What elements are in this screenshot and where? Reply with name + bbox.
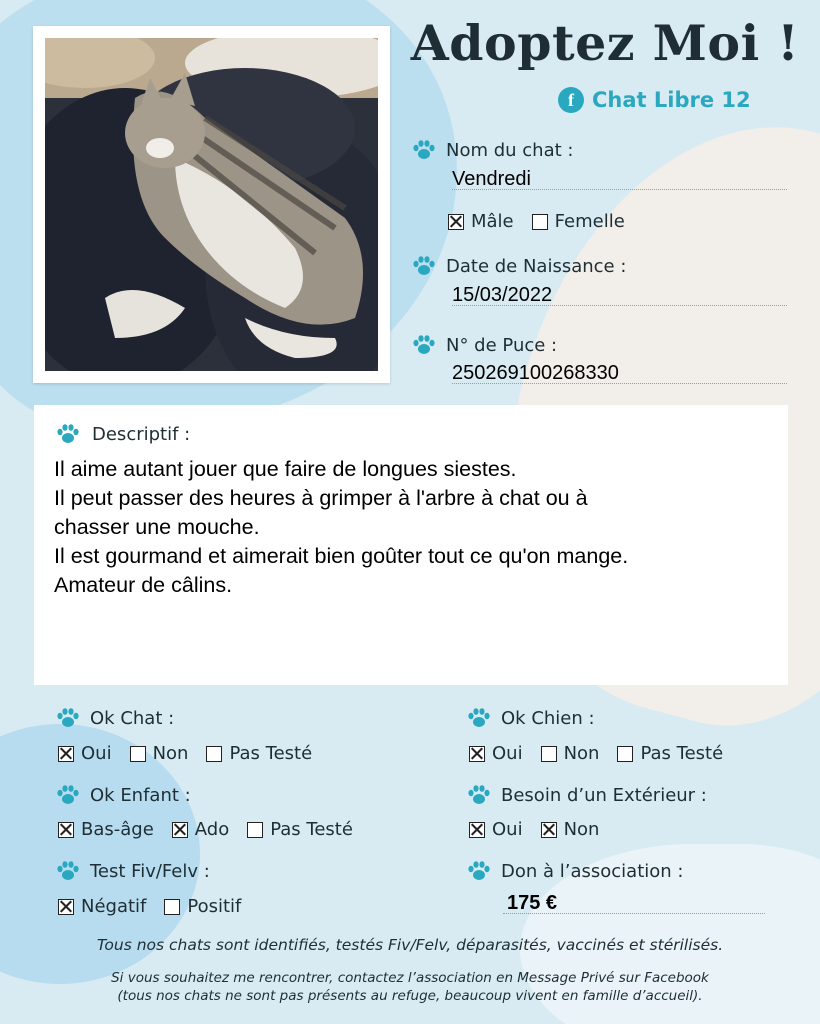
sex-options — [448, 211, 635, 232]
checkbox-unchecked[interactable] — [541, 746, 557, 762]
footer-contact-line: Si vous souhaitez me rencontrer, contactez l’association en Message Privé sur Facebook — [111, 970, 709, 986]
ok-chien-options — [469, 743, 733, 764]
ok-chien-label: Ok Chien : — [467, 707, 595, 729]
chip-underline — [452, 383, 787, 384]
ok-chien-pas-teste[interactable]: Pas Testé — [617, 743, 723, 764]
chip-value: 250269100268330 — [452, 362, 619, 384]
checkbox-checked[interactable] — [172, 822, 188, 838]
paw-icon — [56, 784, 80, 806]
checkbox-unchecked[interactable] — [130, 746, 146, 762]
birth-date-value: 15/03/2022 — [452, 284, 553, 306]
checkbox-unchecked[interactable] — [617, 746, 633, 762]
paw-icon — [56, 707, 80, 729]
fiv-felv-label: Test Fiv/Felv : — [56, 860, 210, 882]
ok-chat-options — [58, 743, 322, 764]
page-title: Adoptez Moi ! — [410, 14, 800, 72]
footer-contact-line: (tous nos chats ne sont pas présents au refuge, beaucoup vivent en famille d’accueil). — [117, 988, 703, 1004]
checkbox-checked[interactable] — [58, 822, 74, 838]
footer-info: Tous nos chats sont identifiés, testés Fiv/Felv, déparasités, vaccinés et stérilisés. — [96, 936, 724, 954]
ok-enfant-label: Ok Enfant : — [56, 784, 191, 806]
exterieur-non[interactable]: Non — [541, 819, 600, 840]
sex-option-female[interactable]: Femelle — [532, 211, 625, 232]
ok-enfant-ado[interactable]: Ado — [172, 819, 229, 840]
birth-date-underline — [452, 305, 787, 306]
ok-chat-pas-teste[interactable]: Pas Testé — [206, 743, 312, 764]
description-line: Amateur de câlins. — [54, 573, 233, 597]
checkbox-checked[interactable] — [58, 899, 74, 915]
birth-date-label: Date de Naissance : — [412, 255, 626, 277]
paw-icon — [412, 139, 436, 161]
facebook-link[interactable] — [558, 86, 751, 114]
ok-enfant-bas-age[interactable]: Bas-âge — [58, 819, 154, 840]
paw-icon — [412, 255, 436, 277]
paw-icon — [467, 784, 491, 806]
ok-enfant-options — [58, 819, 363, 840]
description-line: chasser une mouche. — [54, 515, 260, 539]
fiv-felv-positif[interactable]: Positif — [164, 896, 241, 917]
checkbox-checked[interactable] — [541, 822, 557, 838]
ok-chien-oui[interactable]: Oui — [469, 743, 523, 764]
don-amount: 175 € — [507, 892, 558, 914]
checkbox-unchecked[interactable] — [532, 214, 548, 230]
description-label: Descriptif : — [56, 423, 190, 445]
description-line: Il est gourmand et aimerait bien goûter tout ce qu'on mange. — [54, 544, 629, 568]
exterieur-oui[interactable]: Oui — [469, 819, 523, 840]
description-box — [34, 405, 788, 685]
paw-icon — [56, 860, 80, 882]
facebook-icon: f — [558, 87, 584, 113]
paw-icon — [412, 334, 436, 356]
description-line: Il peut passer des heures à grimper à l'arbre à chat ou à — [54, 486, 588, 510]
ok-chat-oui[interactable]: Oui — [58, 743, 112, 764]
fiv-felv-negatif[interactable]: Négatif — [58, 896, 146, 917]
description-line: Il aime autant jouer que faire de longues siestes. — [54, 457, 517, 481]
don-underline — [503, 913, 765, 914]
cat-name-label: Nom du chat : — [412, 139, 573, 161]
checkbox-unchecked[interactable] — [164, 899, 180, 915]
checkbox-checked[interactable] — [448, 214, 464, 230]
checkbox-checked[interactable] — [469, 746, 485, 762]
don-label: Don à l’association : — [467, 860, 683, 882]
cat-name-underline — [452, 189, 787, 190]
facebook-label: Chat Libre 12 — [592, 88, 751, 112]
exterieur-label: Besoin d’un Extérieur : — [467, 784, 707, 806]
footer-contact — [0, 969, 820, 1005]
cat-name-value: Vendredi — [452, 168, 531, 190]
cat-photo-frame — [33, 26, 390, 383]
checkbox-unchecked[interactable] — [206, 746, 222, 762]
paw-icon — [467, 707, 491, 729]
description-text — [54, 455, 774, 600]
checkbox-checked[interactable] — [58, 746, 74, 762]
cat-photo — [45, 38, 378, 371]
sex-option-male[interactable]: Mâle — [448, 211, 514, 232]
checkbox-checked[interactable] — [469, 822, 485, 838]
fiv-felv-options — [58, 896, 251, 917]
checkbox-unchecked[interactable] — [247, 822, 263, 838]
ok-chien-non[interactable]: Non — [541, 743, 600, 764]
paw-icon — [467, 860, 491, 882]
paw-icon — [56, 423, 80, 445]
ok-chat-non[interactable]: Non — [130, 743, 189, 764]
ok-chat-label: Ok Chat : — [56, 707, 174, 729]
ok-enfant-pas-teste[interactable]: Pas Testé — [247, 819, 353, 840]
chip-label: N° de Puce : — [412, 334, 557, 356]
exterieur-options — [469, 819, 609, 840]
